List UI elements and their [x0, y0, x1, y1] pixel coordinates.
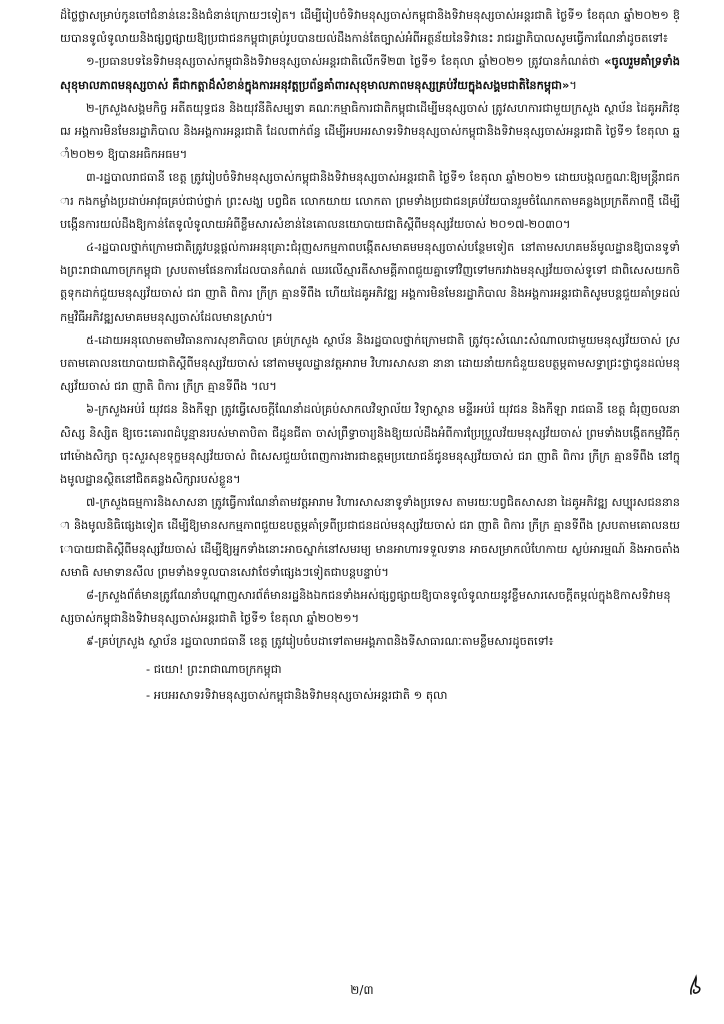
- item-5-paragraph: ៥-ដោយអនុលោមតាមវិធានការសុខាភិបាល គ្រប់ក្រសួង ស្ថាប័ន និងរដ្ឋបាលថ្នាក់ក្រោមជាតិ ត្រូវចុះសំណេះសំណាលជាមួយមនុស្សវ័យចាស់ ស្របតាមគោលនយោបាយជាតិស្តីពីមនុស្សវ័យចាស់ នៅតាមមូលដ្ឋានវត្តអារាម វិហារសាសនា នានា ដោយនាំយកជំនួយឧបត្ថម្ភតាមសទ្ធាជ្រះថ្លាជូនដល់មនុស្សវ័យចាស់ ជរា ញាតិ ពិការ ក្រីក្រ គ្មានទីពឹង ។ល។: [60, 332, 680, 394]
- item-4-paragraph: ៤-រដ្ឋបាលថ្នាក់ក្រោមជាតិត្រូវបន្តផ្តល់ការអនុគ្រោះជំរុញសកម្មភាពបង្កើតសមាគមមនុស្សចាស់បន្ថែមទៀត នៅតាមសហគមន៍មូលដ្ឋានឱ្យបានទូទាំងព្រះរាជាណាចក្រកម្ពុជា ស្របតាមផែនការដែលបានកំណត់ ឈរលើស្មារតីសាមគ្គីភាពជួយគ្នាទៅវិញទៅមករវាងមនុស្សវ័យចាស់ទូទៅ ជាពិសេសយកចិត្តទុកដាក់ជួយមនុស្សវ័យចាស់ ជរា ញាតិ ពិការ ក្រីក្រ គ្មានទីពឹង ហើយដៃគូអភិវឌ្ឍ អង្គការមិនមែនរដ្ឋាភិបាល និងអង្គការអន្តរជាតិសូមបន្តជួយគាំទ្រដល់កម្មវិធីអភិវឌ្ឍសមាគមមនុស្សចាស់ដែលមានស្រាប់។: [60, 240, 680, 324]
- item-9-paragraph: ៩-គ្រប់ក្រសួង ស្ថាប័ន រដ្ឋបាលរាជធានី ខេត្ត ត្រូវរៀបចំបដាទៅតាមអង្គភាពនិងទីសាធារណៈតាមខ្លឹមសារដូចតទៅ៖: [86, 634, 554, 649]
- item-1-theme: «ចូលរួមគាំទ្រទាំងសុខុមាលភាពមនុស្សចាស់ គឺជាកត្តាដ៏សំខាន់ក្នុងការអនុវត្តប្រព័ន្ធគាំពារសុខុមាលភាពមនុស្សគ្រប់វ័យក្នុងសង្គមជាតិនៃកម្ពុជា»: [60, 54, 680, 92]
- slogan-item: - ជយោ! ព្រះរាជាណាចក្រកម្ពុជា: [146, 656, 680, 682]
- initials-mark-icon: [688, 974, 704, 996]
- item-6-paragraph: ៦-ក្រសួងអប់រំ យុវជន និងកីឡា ត្រូវធ្វើសេចក្តីណែនាំដល់គ្រប់សាកលវិទ្យាល័យ វិទ្យាស្ថាន មន្ទីរអប់រំ យុវជន និងកីឡា រាជធានី ខេត្ត ជំរុញចលនាសិស្ស និស្សិត ឱ្យចេះគោរពដំបូន្មានរបស់មាតាបិតា ជីដូនជីតា ចាស់ព្រឹទ្ធាចារ្យនិងឱ្យយល់ដឹងអំពីការប្រែប្រួលវ័យមនុស្សវ័យចាស់ ព្រមទាំងបង្កើតកម្មវិធីក្រៅម៉ោងសិក្សា ចុះសួរសុខទុក្ខមនុស្សវ័យចាស់ ពិសេសជួយបំពេញការងារជាឧត្តមប្រយោជន៍ជូនមនុស្សវ័យចាស់ ជរា ញាតិ ពិការ ក្រីក្រ គ្មានទីពឹង នៅក្នុងមូលដ្ឋានស្ថិតនៅជិតគន្លងសិក្សារបស់ខ្លួន។: [60, 402, 680, 487]
- page-number: ២/៣: [350, 983, 374, 997]
- item-7-paragraph: ៧-ក្រសួងធម្មការនិងសាសនា ត្រូវធ្វើការណែនាំតាមវត្តអារាម វិហារសាសនាទូទាំងប្រទេស តាមរយៈបព្វជិតសាសនា ដៃគូអភិវឌ្ឍ សប្បុរសជននានា និងមូលនិធិផ្សេងទៀត ដើម្បីឱ្យមានសកម្មភាពជួយឧបត្ថម្ភគាំទ្រពីប្រជាជនដល់មនុស្សវ័យចាស់ ជរា ញាតិ ពិការ ក្រីក្រ គ្មានទីពឹង ស្របតាមគោលនយោបាយជាតិស្តីពីមនុស្សវ័យចាស់ ដើម្បីឱ្យអ្នកទាំងនោះអាចស្នាក់នៅសមរម្យ មានអាហារទទួលទាន អាចសម្រាកលំហែកាយ ស្ងប់អារម្មណ៍ និងអាចតាំងសមាធិ សមាទានសីល ព្រមទាំងទទួលបានសេវាថែទាំផ្សេងៗទៀតជាបន្តបន្ទាប់។: [60, 495, 680, 579]
- slogan-item: - អបអរសាទរទិវាមនុស្សចាស់កម្ពុជានិងទិវាមនុស្សចាស់អន្តរជាតិ ១ តុលា: [146, 682, 680, 708]
- item-3-paragraph: ៣-រដ្ឋបាលរាជធានី ខេត្ត ត្រូវរៀបចំទិវាមនុស្សចាស់កម្ពុជានិងទិវាមនុស្សចាស់អន្តរជាតិ ថ្ងៃទី១ ខែតុលា ឆ្នាំ២០២១ ដោយបង្កលក្ខណៈឱ្យមន្ត្រីរាជការ កងកម្លាំងប្រដាប់អាវុធគ្រប់ជាប់ថ្នាក់ ព្រះសង្ឃ បព្វជិត លោកយាយ លោកតា ព្រមទាំងប្រជាជនគ្រប់វ័យបានរួមចំណែកតាមគន្លងប្រក្រតីភាពថ្មី ដើម្បីបង្កើនការយល់ដឹងឱ្យកាន់តែទូលំទូលាយអំពីខ្លឹមសារសំខាន់នៃគោលនយោបាយជាតិស្តីពីមនុស្សវ័យចាស់ ២០១៧-២០៣០។: [60, 170, 680, 231]
- item-2-paragraph: ២-ក្រសួងសង្គមកិច្ច អតីតយុទ្ធជន និងយុវនីតិសម្បទា គណៈកម្មាធិការជាតិកម្ពុជាដើម្បីមនុស្សចាស់ ត្រូវសហការជាមួយក្រសួង ស្ថាប័ន ដៃគូអភិវឌ្ឍ អង្គការមិនមែនរដ្ឋាភិបាល និងអង្គការអន្តរជាតិ ដែលពាក់ព័ន្ធ ដើម្បីអបអរសាទរទិវាមនុស្សចាស់កម្ពុជានិងទិវាមនុស្សចាស់អន្តរជាតិ ថ្ងៃទី១ ខែតុលា ឆ្នាំ២០២១ ឱ្យបានអធិកអធម។: [60, 100, 680, 162]
- slogan-list: [60, 656, 680, 708]
- item-1-end: ។: [569, 77, 577, 92]
- item-8-paragraph: ៨-ក្រសួងព័ត៌មានត្រូវណែនាំបណ្តាញសារព័ត៌មានរដ្ឋនិងឯកជនទាំងអស់ផ្សព្វផ្សាយឱ្យបានទូលំទូលាយនូវខ្លឹមសារសេចក្តីតម្កល់ក្នុងឱកាសទិវាមនុស្សចាស់កម្ពុជានិងទិវាមនុស្សចាស់អន្តរជាតិ ថ្ងៃទី១ ខែតុលា ឆ្នាំ២០២១។: [60, 588, 671, 626]
- item-1-text: ១-ប្រធានបទនៃទិវាមនុស្សចាស់កម្ពុជានិងទិវាមនុស្សចាស់អន្តរជាតិលើកទី២៣ ថ្ងៃទី១ ខែតុលា ឆ្នាំ២០២១ ត្រូវបានកំណត់ថា: [86, 54, 605, 69]
- opening-paragraph: ដ៏ថ្លៃថ្លាសម្រាប់កូនចៅជំនាន់នេះនិងជំនាន់ក្រោយៗទៀត។ ដើម្បីរៀបចំទិវាមនុស្សចាស់កម្ពុជានិងទិវាមនុស្សចាស់អន្តរជាតិ ថ្ងៃទី១ ខែតុលា ឆ្នាំ២០២១ ឱ្យបានទូលំទូលាយនិងផ្សព្វផ្សាយឱ្យប្រជាជនកម្ពុជាគ្រប់រូបបានយល់ដឹងកាន់តែច្បាស់អំពីអត្ថន័យនៃទិវានេះ រាជរដ្ឋាភិបាលសូមធ្វើការណែនាំដូចតទៅ៖: [60, 8, 680, 46]
- item-1-paragraph: [60, 50, 680, 96]
